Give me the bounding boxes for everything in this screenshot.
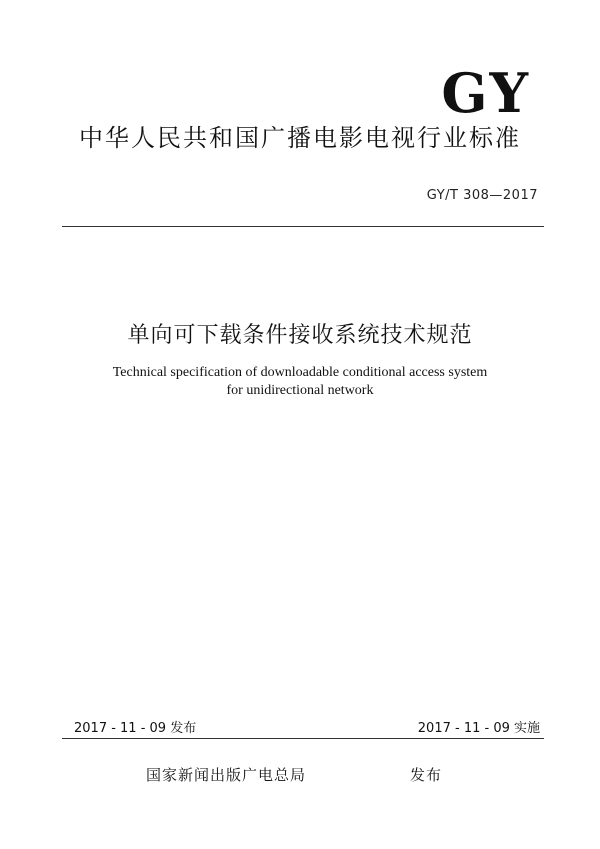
footer-divider xyxy=(62,738,544,739)
english-title-line-1: Technical specification of downloadable conditional access system xyxy=(112,365,488,380)
header-divider xyxy=(62,226,544,227)
document-title-english xyxy=(0,364,600,400)
document-title-chinese: 单向可下载条件接收系统技术规范 xyxy=(127,323,473,348)
issuing-authority: 国家新闻出版广电总局 xyxy=(146,766,307,784)
english-title-line-2: for unidirectional network xyxy=(226,383,374,398)
standard-type-heading: 中华人民共和国广播电影电视行业标准 xyxy=(79,124,521,152)
gy-logo: GY xyxy=(441,61,530,125)
standard-number: GY/T 308—2017 xyxy=(426,188,538,203)
effective-date: 2017 - 11 - 09 实施 xyxy=(417,721,540,736)
issue-date: 2017 - 11 - 09 发布 xyxy=(74,721,197,736)
issue-label: 发布 xyxy=(410,766,443,784)
